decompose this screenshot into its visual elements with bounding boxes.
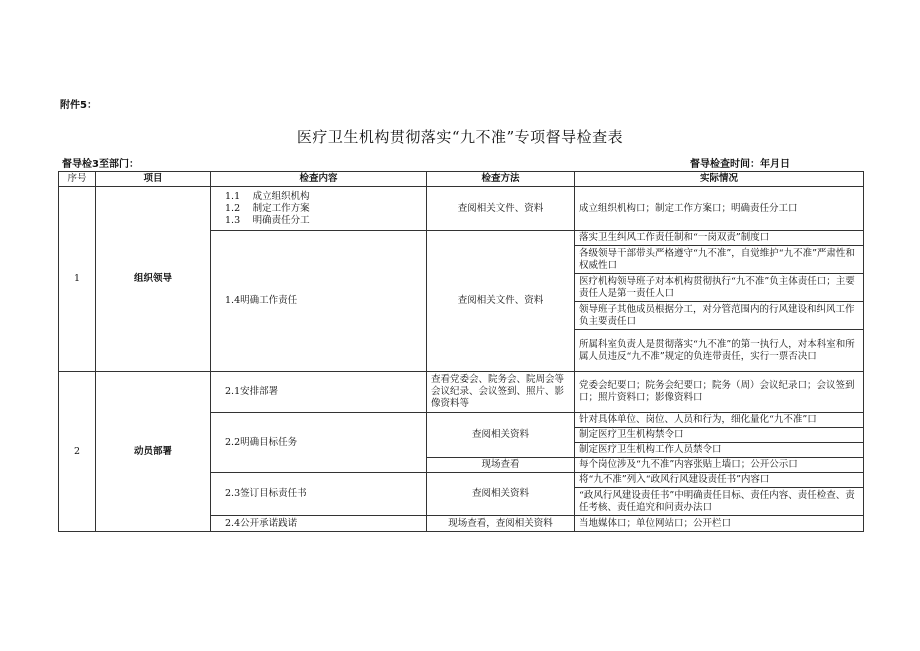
actual-status: 党委会纪要口；院务会纪要口；院务（周）会议纪录口；会议签到口；照片资料口；影像资料口 — [575, 372, 864, 413]
check-method: 现场查看，查阅相关资料 — [427, 516, 575, 532]
check-content: 2.1安排部署 — [211, 372, 427, 413]
col-header-actual: 实际情况 — [575, 172, 864, 187]
check-method: 查阅相关资料 — [427, 473, 575, 516]
actual-status: 当地媒体口；单位网站口；公开栏口 — [575, 516, 864, 532]
actual-status: 所属科室负责人是贯彻落实“九不准”的第一执行人，对本科室和所属人员违反“九不准”规定的负连带责任，实行一票否决口 — [575, 330, 864, 372]
actual-status: “政风行风建设责任书”中明确责任目标、责任内容、责任检查、责任考核、责任追究和问责办法口 — [575, 488, 864, 516]
section-item: 组织领导 — [96, 187, 211, 372]
check-content: 1.4明确工作责任 — [211, 231, 427, 372]
table-row — [59, 372, 864, 413]
actual-status: 制定医疗卫生机构禁令口 — [575, 428, 864, 443]
check-method: 查阅相关文件、资料 — [427, 231, 575, 372]
content-line: 1.2 制定工作方案 — [225, 202, 310, 214]
content-line: 1.3 明确责任分工 — [225, 214, 310, 226]
check-content — [211, 187, 427, 231]
section-item: 动员部署 — [96, 372, 211, 532]
col-header-item: 项目 — [96, 172, 211, 187]
col-header-content: 检查内容 — [211, 172, 427, 187]
table-header-row — [59, 172, 864, 187]
check-content: 2.2明确目标任务 — [211, 413, 427, 473]
check-method: 查阅相关资料 — [427, 413, 575, 458]
actual-status: 每个岗位涉及“九不准”内容张贴上墙口；公开公示口 — [575, 458, 864, 473]
actual-status: 成立组织机构口；制定工作方案口；明确责任分工口 — [575, 187, 864, 231]
col-header-method: 检查方法 — [427, 172, 575, 187]
actual-status: 将“九不准”列入“政风行风建设责任书”内容口 — [575, 473, 864, 488]
inspection-table — [58, 171, 864, 532]
actual-status: 领导班子其他成员根据分工，对分管范围内的行风建设和纠风工作负主要责任口 — [575, 302, 864, 330]
actual-status: 各级领导干部带头严格遵守“九不准”，自觉维护“九不准”严肃性和权威性口 — [575, 246, 864, 274]
col-header-no: 序号 — [59, 172, 96, 187]
inspected-department-label: 督导检3至部门： — [62, 159, 139, 170]
inspection-time-label: 督导检查时间：年月日 — [690, 159, 790, 170]
check-method: 查阅相关文件、资料 — [427, 187, 575, 231]
check-method: 查看党委会、院务会、院周会等会议纪录、会议签到、照片、影像资料等 — [427, 372, 575, 413]
actual-status: 制定医疗卫生机构工作人员禁令口 — [575, 443, 864, 458]
actual-status: 针对具体单位、岗位、人员和行为，细化量化“九不准”口 — [575, 413, 864, 428]
attachment-label: 附件5： — [60, 100, 97, 111]
check-content: 2.3签订目标责任书 — [211, 473, 427, 516]
section-number: 1 — [59, 187, 96, 372]
check-content: 2.4公开承诺践诺 — [211, 516, 427, 532]
check-method: 现场查看 — [427, 458, 575, 473]
table-row — [59, 187, 864, 231]
section-number: 2 — [59, 372, 96, 532]
page-title: 医疗卫生机构贯彻落实“九不准”专项督导检查表 — [296, 128, 624, 146]
actual-status: 医疗机构领导班子对本机构贯彻执行“九不准”负主体责任口；主要责任人是第一责任人口 — [575, 274, 864, 302]
content-line: 1.1 成立组织机构 — [225, 190, 310, 202]
actual-status: 落实卫生纠风工作责任制和“一岗双责”制度口 — [575, 231, 864, 246]
